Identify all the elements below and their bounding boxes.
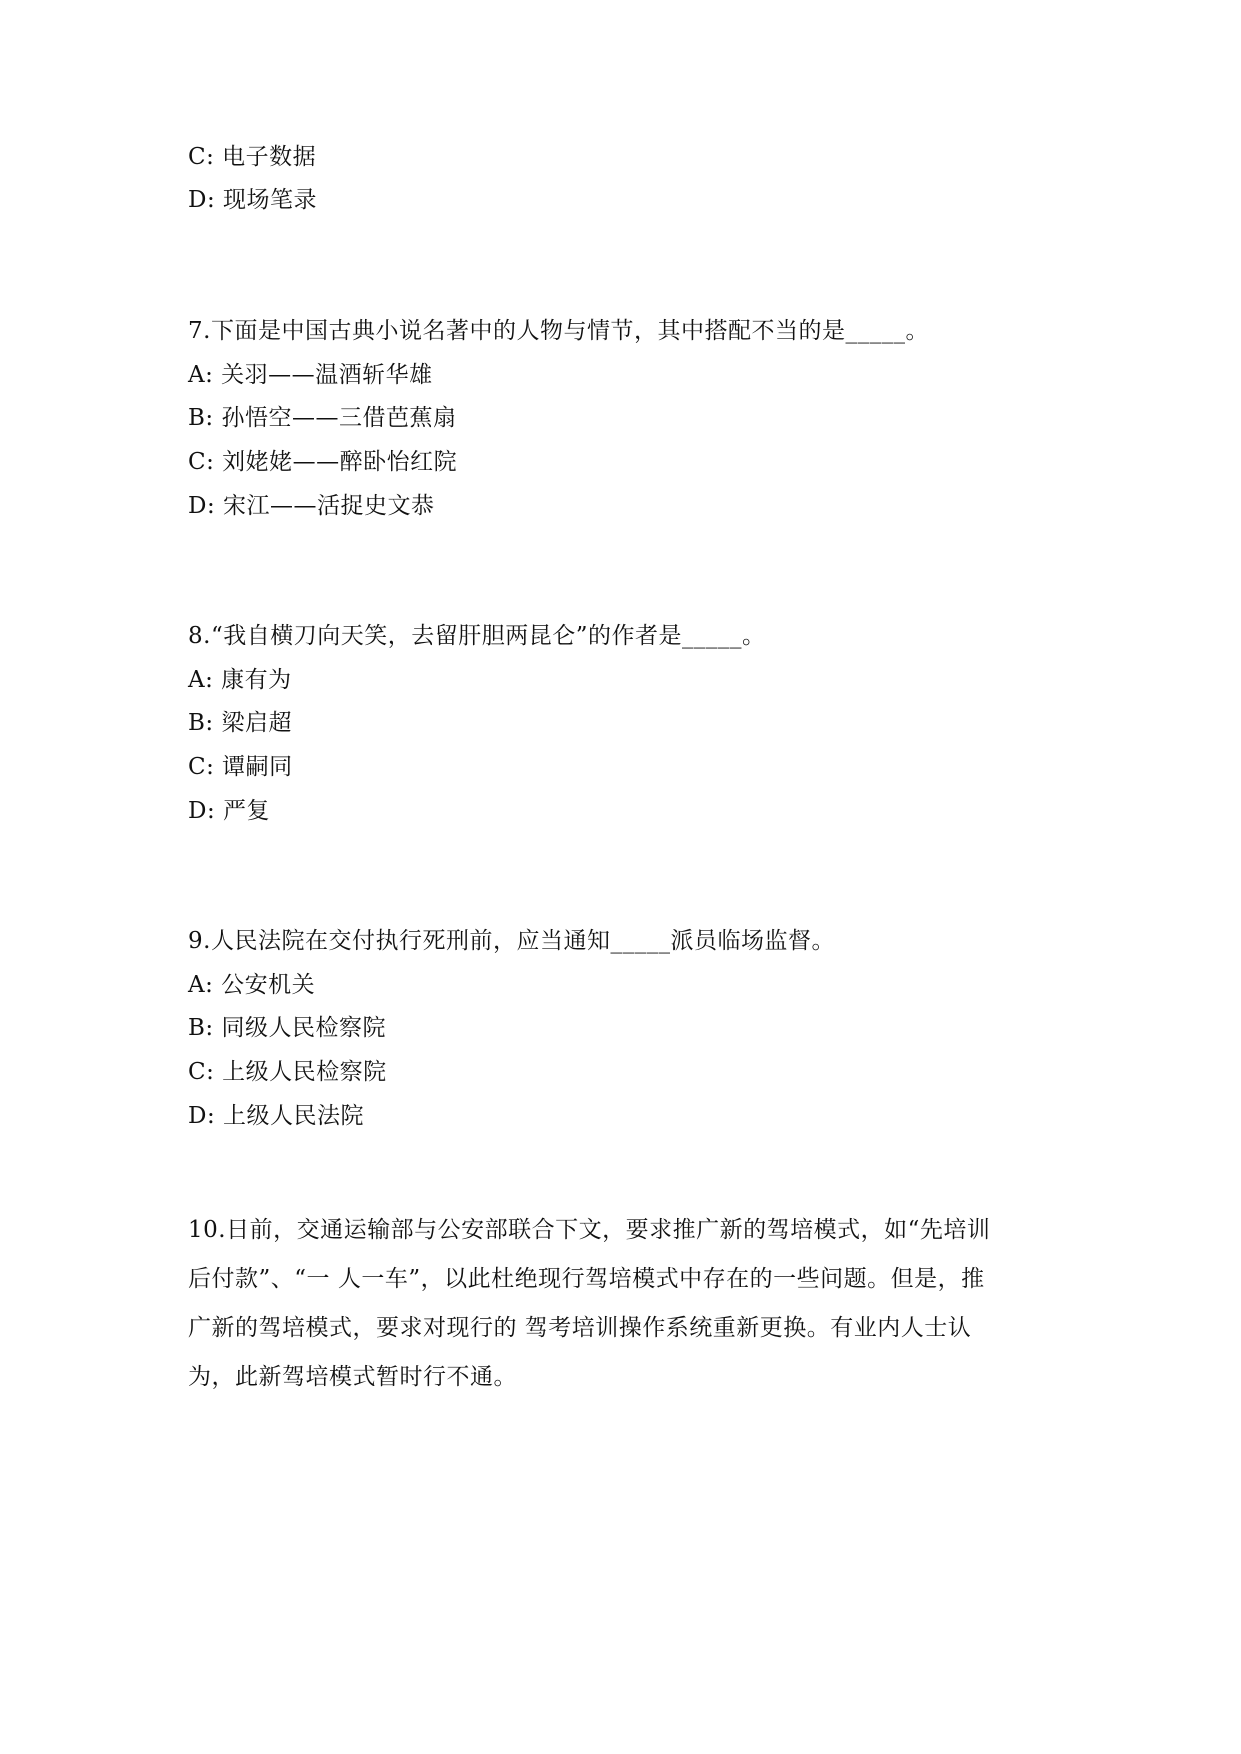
question-7-option-a: A: 关羽——温酒斩华雄 bbox=[188, 362, 433, 388]
question-10-line: 后付款”、“一 人一车”，以此杜绝现行驾培模式中存在的一些问题。但是，推 bbox=[188, 1266, 985, 1292]
question-8-stem: 8.“我自横刀向天笑，去留肝胆两昆仑”的作者是_____。 bbox=[188, 623, 766, 649]
question-7-option-d: D: 宋江——活捉史文恭 bbox=[188, 493, 435, 519]
question-7-option-b: B: 孙悟空——三借芭蕉扇 bbox=[188, 405, 457, 431]
question-7-stem: 7.下面是中国古典小说名著中的人物与情节，其中搭配不当的是_____。 bbox=[188, 318, 929, 344]
question-7-option-c: C: 刘姥姥——醉卧怡红院 bbox=[188, 449, 458, 475]
question-9-option-c: C: 上级人民检察院 bbox=[188, 1059, 387, 1085]
question-8-option-b: B: 梁启超 bbox=[188, 710, 292, 736]
question-8-option-d: D: 严复 bbox=[188, 798, 271, 824]
question-10-line: 广新的驾培模式，要求对现行的 驾考培训操作系统重新更换。有业内人士认 bbox=[188, 1315, 972, 1341]
option-d-prev: D: 现场笔录 bbox=[188, 187, 318, 213]
question-10-paragraph bbox=[188, 1206, 1058, 1402]
question-9-option-a: A: 公安机关 bbox=[188, 972, 316, 998]
question-10-line: 为，此新驾培模式暂时行不通。 bbox=[188, 1364, 517, 1390]
question-9-stem: 9.人民法院在交付执行死刑前，应当通知_____派员临场监督。 bbox=[188, 928, 835, 954]
question-9-option-d: D: 上级人民法院 bbox=[188, 1103, 365, 1129]
question-10-line: 10.日前，交通运输部与公安部联合下文，要求推广新的驾培模式，如“先培训 bbox=[188, 1217, 991, 1243]
question-9-option-b: B: 同级人民检察院 bbox=[188, 1015, 386, 1041]
option-c-prev: C: 电子数据 bbox=[188, 144, 317, 170]
question-8-option-c: C: 谭嗣同 bbox=[188, 754, 293, 780]
question-8-option-a: A: 康有为 bbox=[188, 667, 292, 693]
